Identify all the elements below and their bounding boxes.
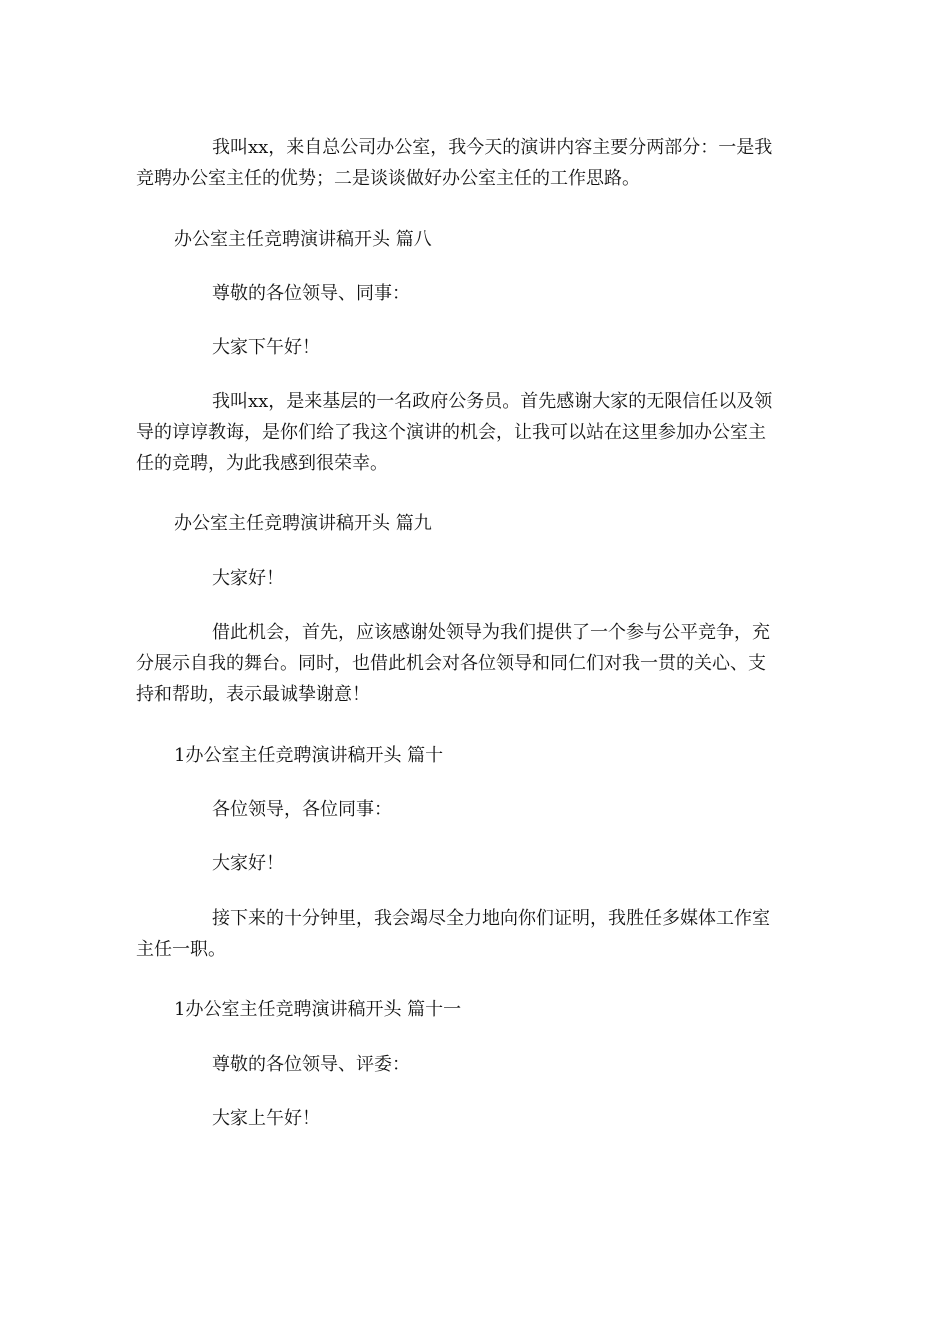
- salutation: 尊敬的各位领导、同事：: [212, 283, 410, 304]
- section-heading: 1办公室主任竞聘演讲稿开头 篇十一: [174, 999, 462, 1020]
- greeting: 大家好！: [212, 568, 284, 589]
- body-paragraph: [136, 617, 816, 710]
- body-paragraph: [136, 903, 816, 965]
- salutation: 各位领导，各位同事：: [212, 799, 392, 820]
- section-heading: 办公室主任竞聘演讲稿开头 篇八: [174, 229, 432, 250]
- greeting: 大家好！: [212, 853, 284, 874]
- text-line: 主任一职。: [136, 939, 226, 960]
- text-line: 持和帮助，表示最诚挚谢意！: [136, 684, 370, 705]
- body-paragraph: [136, 386, 816, 479]
- text-line: 竞聘办公室主任的优势；二是谈谈做好办公室主任的工作思路。: [136, 168, 640, 189]
- section-heading: 办公室主任竞聘演讲稿开头 篇九: [174, 513, 432, 534]
- text-line: 我叫xx，来自总公司办公室，我今天的演讲内容主要分两部分：一是我: [212, 137, 773, 158]
- text-line: 分展示自我的舞台。同时，也借此机会对各位领导和同仁们对我一贯的关心、支: [136, 653, 766, 674]
- body-paragraph: [136, 132, 816, 194]
- text-line: 任的竞聘，为此我感到很荣幸。: [136, 453, 388, 474]
- text-line: 导的谆谆教诲，是你们给了我这个演讲的机会，让我可以站在这里参加办公室主: [136, 422, 766, 443]
- text-line: 借此机会，首先，应该感谢处领导为我们提供了一个参与公平竞争，充: [212, 622, 770, 643]
- greeting: 大家上午好！: [212, 1108, 320, 1129]
- salutation: 尊敬的各位领导、评委：: [212, 1054, 410, 1075]
- section-heading: 1办公室主任竞聘演讲稿开头 篇十: [174, 745, 444, 766]
- greeting: 大家下午好！: [212, 337, 320, 358]
- text-line: 接下来的十分钟里，我会竭尽全力地向你们证明，我胜任多媒体工作室: [212, 908, 770, 929]
- text-line: 我叫xx，是来基层的一名政府公务员。首先感谢大家的无限信任以及领: [212, 391, 773, 412]
